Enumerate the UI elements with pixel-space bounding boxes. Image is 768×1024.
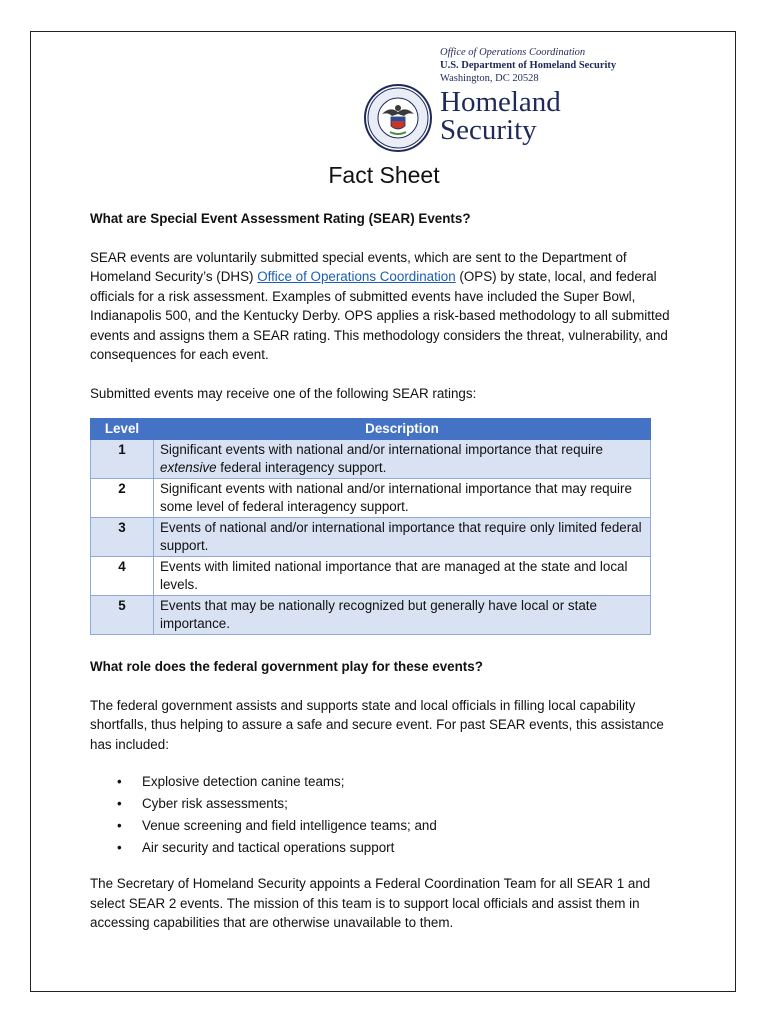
bullet-icon: • xyxy=(117,818,122,833)
office-address: Washington, DC 20528 xyxy=(440,73,539,84)
level-cell: 5 xyxy=(91,596,154,635)
description-cell: Events of national and/or international importance that require only limited federal support. xyxy=(154,518,651,557)
description-text: Significant events with national and/or international importance that require xyxy=(160,442,603,457)
section2-paragraph: The federal government assists and supports state and local officials in filling local capability shortfalls, thus helping to assure a safe and secure event. For past SEAR events, this assistance has included: xyxy=(90,697,664,752)
ops-link[interactable]: Office of Operations Coordination xyxy=(257,269,456,284)
brand-line-1: Homeland xyxy=(440,86,561,118)
level-cell: 4 xyxy=(91,557,154,596)
section-sear-intro xyxy=(90,209,674,403)
description-cell xyxy=(154,440,651,479)
description-cell: Significant events with national and/or international importance that may require some level of federal interagency support. xyxy=(154,479,651,518)
assistance-list xyxy=(90,771,674,859)
section1-heading: What are Special Event Assessment Rating (SEAR) Events? xyxy=(90,211,471,226)
department-name: U.S. Department of Homeland Security xyxy=(440,60,617,71)
level-cell: 3 xyxy=(91,518,154,557)
brand-wordmark xyxy=(440,88,561,144)
list-item-text: Venue screening and field intelligence teams; and xyxy=(142,818,437,833)
list-item xyxy=(90,771,674,793)
office-name: Office of Operations Coordination xyxy=(440,47,586,58)
table-row xyxy=(91,557,651,596)
brand-line-2: Security xyxy=(440,114,537,146)
level-cell: 2 xyxy=(91,479,154,518)
ratings-intro: Submitted events may receive one of the following SEAR ratings: xyxy=(90,385,477,401)
description-text-end: federal interagency support. xyxy=(216,460,387,475)
dhs-seal-icon xyxy=(364,84,432,152)
bullet-icon: • xyxy=(117,796,122,811)
list-item-text: Explosive detection canine teams; xyxy=(142,774,345,789)
bullet-icon: • xyxy=(117,774,122,789)
list-item-text: Air security and tactical operations support xyxy=(142,840,395,855)
description-emphasis: extensive xyxy=(160,460,217,475)
table-row xyxy=(91,479,651,518)
sear-ratings-table xyxy=(90,418,651,635)
description-cell: Events that may be nationally recognized but generally have local or state importance. xyxy=(154,596,651,635)
section1-paragraph xyxy=(90,248,674,365)
section2-heading: What role does the federal government play for these events? xyxy=(90,659,483,674)
page-title: Fact Sheet xyxy=(328,162,440,188)
section1-text-b: (OPS) by state, local, and federal officials for a risk assessment. Examples of submitted events have included the Super Bowl, Indianapolis 500, and the Kentucky Derby. OPS applies a risk-based methodology to all submitted events and assigns them a SEAR rating. This methodology considers the threat, vulnerability, and consequences for each event. xyxy=(90,269,670,362)
letterhead xyxy=(440,46,616,85)
table-header-row xyxy=(91,419,651,440)
table-row xyxy=(91,596,651,635)
level-cell: 1 xyxy=(91,440,154,479)
list-item xyxy=(90,837,674,859)
closing-paragraph: The Secretary of Homeland Security appoints a Federal Coordination Team for all SEAR 1 and select SEAR 2 events. The mission of this team is to support local officials and assist them in accessing capabilities that are otherwise unavailable to them. xyxy=(90,876,651,930)
bullet-icon: • xyxy=(117,840,122,855)
table-row xyxy=(91,518,651,557)
header-description: Description xyxy=(154,419,651,440)
header-level: Level xyxy=(91,419,154,440)
list-item-text: Cyber risk assessments; xyxy=(142,796,288,811)
section1-text-a: SEAR events are voluntarily submitted special events, which are sent to the Department of Homeland Security’s (DHS) xyxy=(90,249,627,284)
table-row xyxy=(91,440,651,479)
description-cell: Events with limited national importance that are managed at the state and local levels. xyxy=(154,557,651,596)
section-federal-role xyxy=(90,657,674,933)
list-item xyxy=(90,815,674,837)
list-item xyxy=(90,793,674,815)
